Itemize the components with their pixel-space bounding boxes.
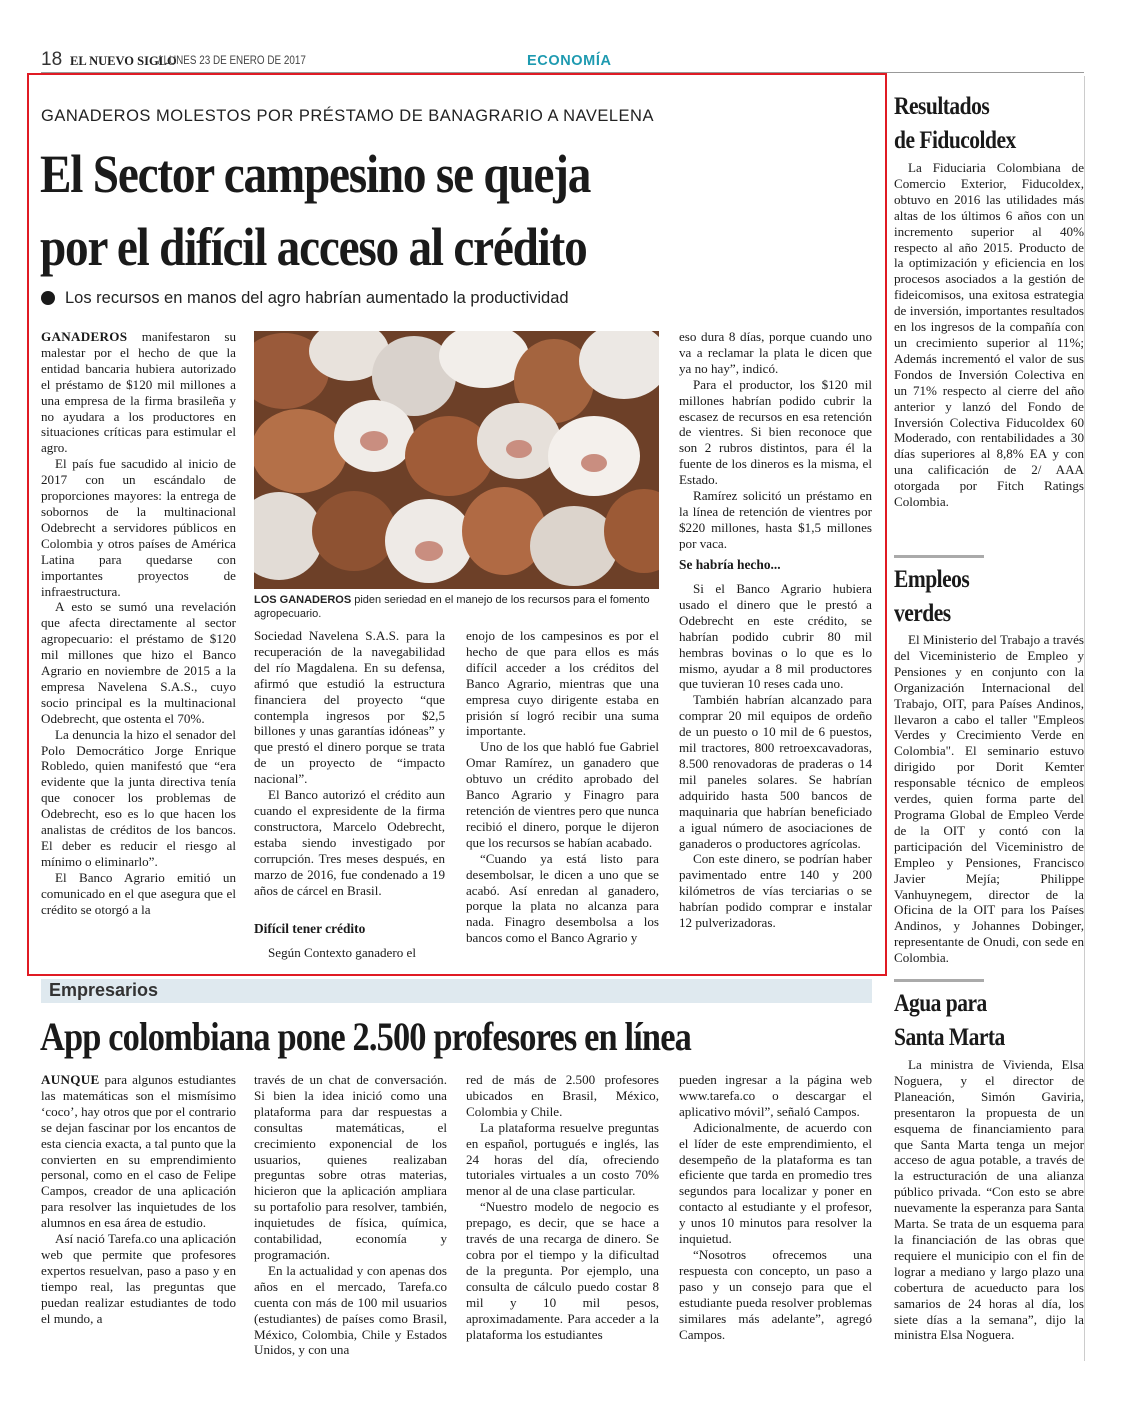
- issue-date: / LUNES 23 DE ENERO DE 2017: [158, 55, 306, 67]
- sidebar-item1-title-line1: Resultados: [894, 93, 990, 120]
- cattle-photo-illustration: [254, 331, 659, 589]
- main-col4-subhead: Se habría hecho...: [679, 557, 781, 572]
- article-kicker: GANADEROS MOLESTOS POR PRÉSTAMO DE BANAGRARIO A NAVELENA: [41, 107, 654, 125]
- main-col3: enojo de los campesinos es por el hecho de que para ellos es más difícil acceder a los créditos del Banco Agrario, mientras que una empresa cuyo dirigente estaba en prisión sí logró recibir una suma importante. Uno de los que habló fue Gabriel Omar Ramírez, un ganadero que obtuvo un crédito aprobado del Banco Agrario y Finagro para retención de vientres pero que nunca recibió el dinero, porque le dijeron que los recursos se habían acabado. “Cuando ya está listo para desembolsar, le dicen a uno que se acabó. Así enredan al ganadero, porque la plata no alcanza para nada. Finagro desembolsa a los bancos como el Banco Agrario y: [466, 628, 659, 946]
- second-headline: App colombiana pone 2.500 profesores en línea: [40, 1014, 691, 1059]
- second-col3: red de más de 2.500 profesores ubicados en Brasil, México, Colombia y Chile. La plataforma resuelve preguntas en español, portugués e inglés, las 24 horas del día, ofreciendo tutoriales virtuales a un costo 70% menor al de una clase particular. “Nuestro modelo de negocio es prepago, es decir, que se hace a través de una recarga de dinero. Se cobra por el tiempo y la dificultad de la pregunta. Por ejemplo, una consulta de cálculo puedo costar 8 mil y 10 mil pesos, aproximadamente. Para acceder a la plataforma los estudiantes: [466, 1072, 659, 1342]
- article-headline-line2: por el difícil acceso al crédito: [40, 217, 587, 277]
- article-deck: Los recursos en manos del agro habrían aumentado la productividad: [65, 289, 569, 307]
- sidebar-item3-body: La ministra de Vivienda, Elsa Noguera, y el director de Planeación, Simón Gaviria, presentaron la propuesta de un esquema de financiamiento para que Santa Marta tenga un mejor acceso de agua potable, a través de la estructuración de una alianza público privada. “Con esto se abre nuevamente la esperanza para Santa Marta. Se trata de un esquema para la financiación de las obras que requiere el municipio con el fin de lograr a mediano y largo plazo una cobertura de acueducto para los samarios de 24 horas al día, los siete días a la semana”, dijo la ministra Elsa Noguera.: [894, 1057, 1084, 1343]
- main-col2: Sociedad Navelena S.A.S. para la recuperación de la navegabilidad del río Magdalena. En su defensa, afirmó que estudió la estructura financiera del proyecto “que contempla ingresos por $2,5 billones y unas garantías idóneas” y que prestó el dinero porque se trata de un proyecto de “impacto nacional”. El Banco autorizó el crédito aun cuando el expresidente de la firma constructora, Marcelo Odebrecht, estaba siendo investigado por corrupción. Tres meses después, en marzo de 2016, fue condenado a 19 años de cárcel en Brasil.: [254, 628, 445, 898]
- main-col2-subhead: Difícil tener crédito: [254, 921, 366, 936]
- deck-bullet-icon: [41, 291, 55, 305]
- sidebar-item2-body: El Ministerio del Trabajo a través del Viceministerio de Empleo y Pensiones y en conjunto con la Organización Internacional del Trabajo, OIT, para Países Andinos, llevaron a cabo el taller "Empleos Verdes y Crecimiento Verde en Colombia". El seminario estuvo dirigido por Dorit Kemter responsable técnico de empleos verdes, quien forma parte del Programa Global de Empleo Verde de la OIT y contó con la participación del Viceministro de Empleo y Pensiones, Francisco Javier Mejía; Philippe Vanhuynegem, director de la Oficina de la OIT para los Países Andinos, y Johannes Dobinger, representante de Onudi, con sede en Colombia.: [894, 632, 1084, 966]
- sidebar-divider-1: [894, 555, 984, 558]
- sidebar-item3-title-line2: Santa Marta: [894, 1024, 1005, 1051]
- main-col2-tail: Según Contexto ganadero el: [268, 945, 416, 960]
- section-label: Empresarios: [49, 980, 159, 1000]
- main-col4-tail: Si el Banco Agrario hubiera usado el dinero que le prestó a Odebrecht en este crédito, se habrían podido cubrir 80 mil hembras bovinas o lo que es lo mismo, ayudar a 8 mil productores que tuvieran 10 reses cada uno. También habrían alcanzado para comprar 20 mil equipos de ordeño de un puesto o 10 mil de 6 puestos, mil tractores, 800 retroexcavadoras, 8.500 renovadoras de praderas o 14 mil paneles solares. Se habrían adquirido hasta 500 bancos de maquinaria que habrían beneficiado a igual número de asociaciones de ganaderos o productores agrícolas. Con este dinero, se podrían haber pavimentado entre 140 y 200 kilómetros de vías terciarias o se habrían podido comprar e instalar 12 pulverizadoras.: [679, 581, 872, 931]
- page-number: 18: [41, 49, 63, 70]
- sidebar-edge-rule: [1084, 76, 1085, 1361]
- masthead: EL NUEVO SIGLO: [70, 54, 177, 68]
- sidebar-item1-body: La Fiduciaria Colombiana de Comercio Exterior, Fiducoldex, obtuvo en 2016 las utilidades más altas de los últimos 6 años con un incremento superior al 40% respecto al año 2015. Producto de la optimización y eficiencia en los procesos asociados a la gestión de fideicomisos, una exitosa estrategia de inversión, importantes resultados en los ingresos de la compañía con un crecimiento superior al 11%; Además incrementó el valor de sus Fondos de Inversión Colectiva en un 71% respecto al cierre del año anterior y lanzó del Fondo de Inversión Colectiva Fiducoldex 60 Moderado, con rentabilidades a 30 días superiores al 8,8% EA y con una calificación de 2/ AAA otorgada por Fitch Ratings Colombia.: [894, 160, 1084, 510]
- section-name: ECONOMÍA: [527, 53, 612, 69]
- sidebar-item2-title-line1: Empleos: [894, 566, 970, 593]
- main-col1: GANADEROS manifestaron su malestar por el hecho de que la entidad bancaria hubiera autorizado el préstamo de $120 mil millones a una empresa de la firma brasileña y no ayudara a los productores en situaciones críticas para estimular el agro. El país fue sacudido al inicio de 2017 con un escándalo de proporciones mayores: la entrega de sobornos de la multinacional Odebrecht a servidores públicos en Colombia y otros países de América Latina para quedarse con importantes proyectos de infraestructura. A esto se sumó una revelación que afecta directamente al sector agropecuario: el préstamo de $120 mil millones que hizo el Banco Agrario en noviembre de 2015 a la empresa Navelena S.A.S., cuyo socio principal es la multinacional Odebrecht, que ostenta el 70%. La denuncia la hizo el senador del Polo Democrático Jorge Enrique Robledo, quien manifestó que “era evidente que la junta directiva tenía que conocer los problemas de Odebrecht, eso es lo que hacen los analistas de créditos de los bancos. El deber es reducir el riesgo al mínimo o eliminarlo”. El Banco Agrario emitió un comunicado en el que asegura que el crédito se otorgó a la: [41, 329, 236, 917]
- second-col4: pueden ingresar a la página web www.tarefa.co o descargar el aplicativo móvil”, señaló Campos. Adicionalmente, de acuerdo con el líder de este emprendimiento, el desempeño de la plataforma es tan eficiente que tarda en promedio tres segundos para localizar y poner en contacto al estudiante y el profesor, y unos 10 minutos para resolver la inquietud. “Nosotros ofrecemos una respuesta con concepto, un paso a paso y un consejo para que el estudiante pueda resolver problemas similares más adelante”, agregó Campos.: [679, 1072, 872, 1342]
- sidebar-item3-title-line1: Agua para: [894, 990, 987, 1017]
- section-band: [41, 979, 872, 1003]
- article-headline-line1: El Sector campesino se queja: [40, 144, 591, 204]
- second-col1: AUNQUE para algunos estudiantes las matemáticas son el mismísimo ‘coco’, hay otros que por el contrario se dejan fascinar por los encantos de esta ciencia exacta, a tal punto que la convierten en su emprendimiento personal, como en el caso de Felipe Campos, creador de una aplicación para resolver las inquietudes de los alumnos en esa área de estudio. Así nació Tarefa.co una aplicación web que permite que profesores expertos resuelvan, paso a paso y en tiempo real, las preguntas que puedan realizar estudiantes de todo el mundo, a: [41, 1072, 236, 1326]
- sidebar-item2-title-line2: verdes: [894, 600, 951, 627]
- sidebar-item1-title-line2: de Fiducoldex: [894, 127, 1016, 154]
- second-col2: través de un chat de conversación. Si bien la idea inició como una plataforma para dar respuestas a consultas matemáticas, el crecimiento exponencial de los usuarios, quienes realizaban preguntas sobre otras materias, hicieron que la aplicación ampliara su portafolio para resolver, también, inquietudes de física, química, contabilidad, economía y programación. En la actualidad y con apenas dos años en el mercado, Tarefa.co cuenta con más de 100 mil usuarios (estudiantes) de países como Brasil, México, Colombia, Chile y Estados Unidos, y con una: [254, 1072, 447, 1358]
- cattle-photo: [254, 331, 659, 589]
- photo-caption: LOS GANADEROS piden seriedad en el manejo de los recursos para el fomento agropecuario.: [254, 594, 650, 620]
- sidebar-divider-2: [894, 979, 984, 982]
- main-col4: eso dura 8 días, porque cuando uno va a reclamar la plata le dicen que ya no hay”, indicó. Para el productor, los $120 mil millones habrían podido cubrir la escasez de recursos en esa retención de vientres. Si bien reconoce que son 2 rubros distintos, para él la fuente de los dineros es la misma, el Estado. Ramírez solicitó un préstamo en la línea de retención de vientres por $220 millones, hasta $1,5 millones por vaca.: [679, 329, 872, 551]
